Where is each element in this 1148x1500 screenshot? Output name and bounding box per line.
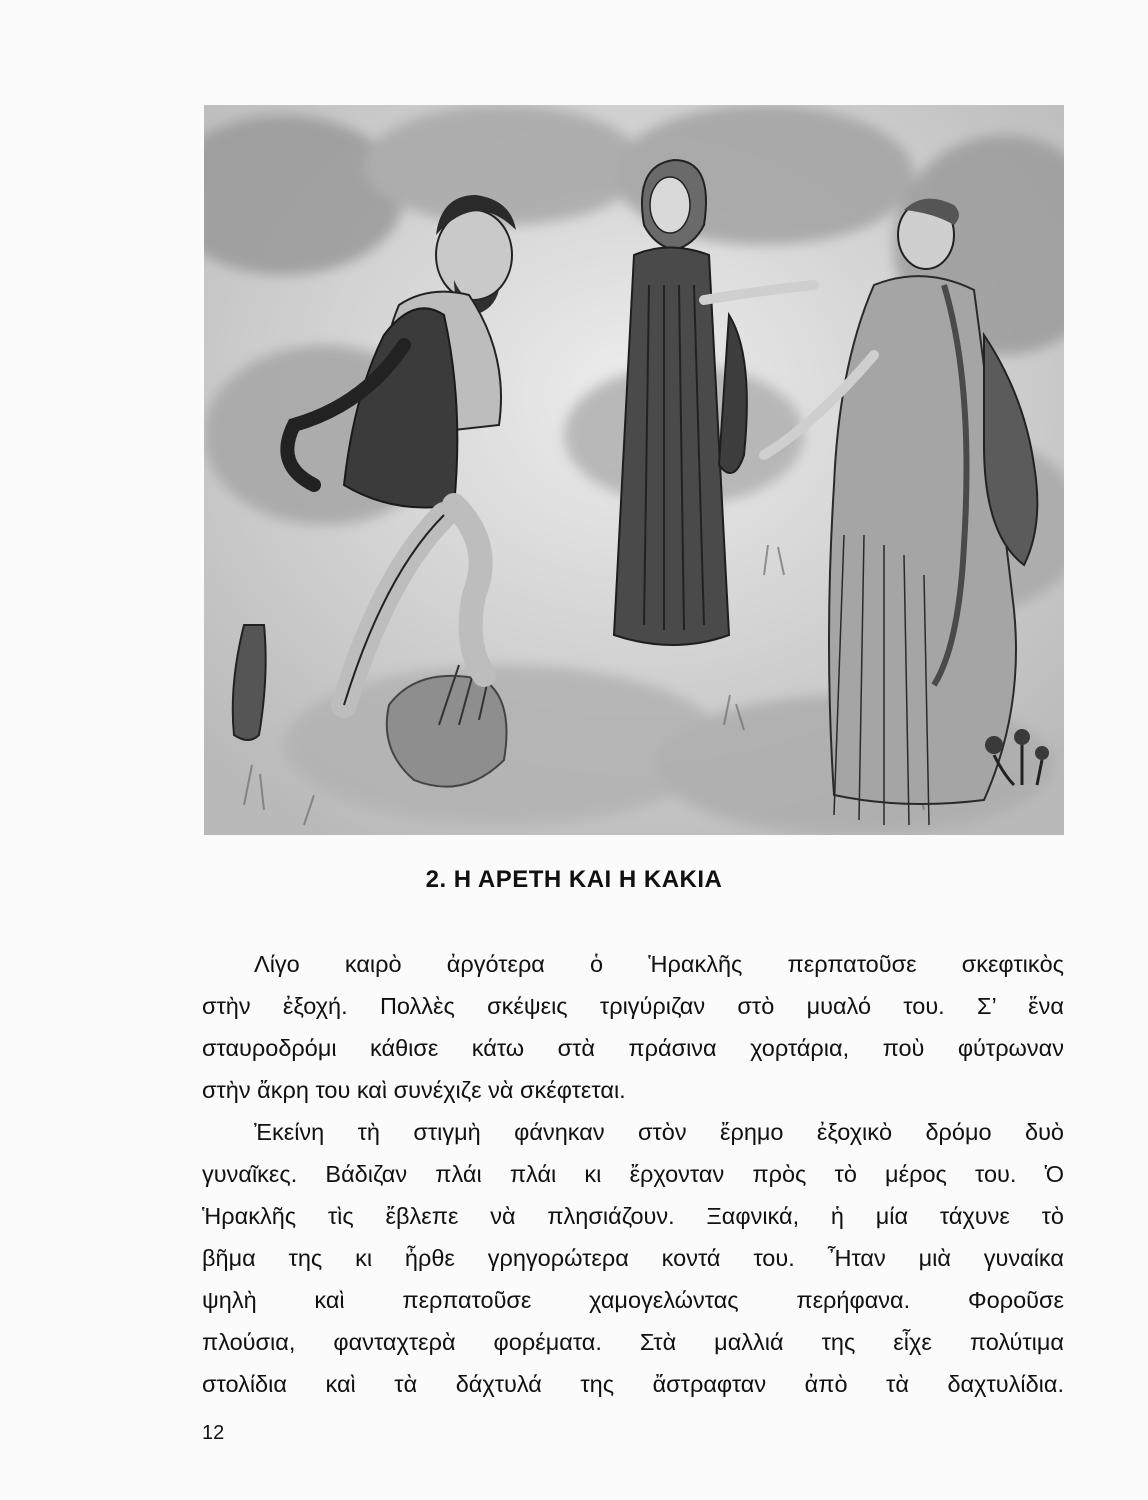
- text-line: στὴν ἄκρη του καὶ συνέχιζε νὰ σκέφτεται.: [202, 1077, 626, 1103]
- virtue-head: [650, 177, 690, 233]
- text-line: Λίγο καιρὸ ἀργότερα ὁ Ἡρακλῆς περπατοῦσε σκεφτικὸς: [254, 951, 1064, 977]
- text-line: βῆμα της κι ἦρθε γρηγορώτερα κοντά του. Ἦταν μιὰ γυναίκα: [202, 1245, 1064, 1271]
- text-line: στολίδια καὶ τὰ δάχτυλά της ἄστραφταν ἀπὸ τὰ δαχτυλίδια.: [202, 1371, 1064, 1397]
- illustration: [204, 105, 1064, 835]
- chapter-title: 2. Η ΑΡΕΤΗ ΚΑΙ Η ΚΑΚΙΑ: [425, 866, 723, 893]
- text-line: Ἐκείνη τὴ στιγμὴ φάνηκαν στὸν ἔρημο ἐξοχικὸ δρόμο δυὸ: [254, 1119, 1064, 1145]
- text-line: Ἡρακλῆς τὶς ἔβλεπε νὰ πλησιάζουν. Ξαφνικά, ἡ μία τάχυνε τὸ: [202, 1203, 1064, 1229]
- paragraph: [202, 1111, 1064, 1405]
- text-line: σταυροδρόμι κάθισε κάτω στὰ πράσινα χορτάρια, ποὺ φύτρωναν: [202, 1035, 1064, 1061]
- text-line: γυναῖκες. Βάδιζαν πλάι πλάι κι ἔρχονταν πρὸς τὸ μέρος του. Ὁ: [202, 1161, 1064, 1187]
- paragraph: [202, 943, 1064, 1111]
- text-line: ψηλὴ καὶ περπατοῦσε χαμογελώντας περήφανα. Φοροῦσε: [202, 1287, 1064, 1313]
- story-text: [202, 943, 1064, 1405]
- text-line: πλούσια, φανταχτερὰ φορέματα. Στὰ μαλλιά της εἶχε πολύτιμα: [202, 1329, 1064, 1355]
- page-number: 12: [202, 1422, 225, 1444]
- text-line: στὴν ἐξοχή. Πολλὲς σκέψεις τριγύριζαν στὸ μυαλό του. Σ’ ἕνα: [202, 993, 1064, 1019]
- virtue-gown: [614, 248, 729, 646]
